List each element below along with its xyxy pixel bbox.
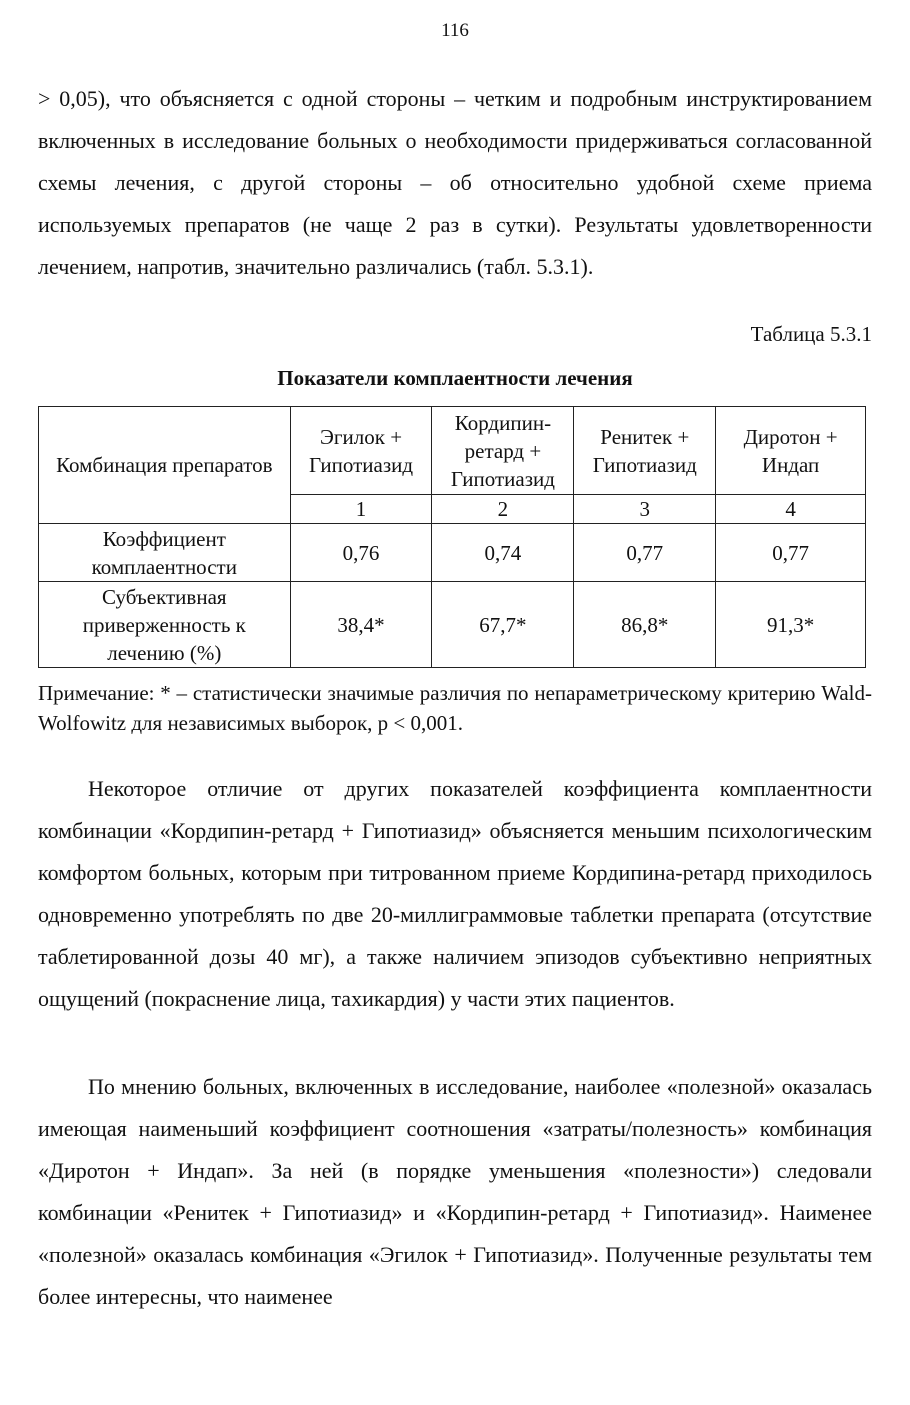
header-col-1: Эгилок + Гипотиазид — [290, 407, 432, 495]
row-label: Коэффициент комплаентности — [39, 524, 291, 582]
table-cell: 91,3* — [716, 582, 866, 668]
paragraph-intro: > 0,05), что объясняется с одной стороны – четким и подробным инструктированием включенных в исследование больных о необходимости придерживаться согласованной схемы лечения, с другой стороны – об относительно удобной схеме приема используемых препаратов (не чаще 2 раз в сутки). Результаты удовлетворенности лечением, напротив, значительно различались (табл. 5.3.1). — [38, 86, 872, 279]
table-cell: 67,7* — [432, 582, 574, 668]
header-col-3: Ренитек + Гипотиазид — [574, 407, 716, 495]
table-cell: 0,77 — [716, 524, 866, 582]
col-number-3: 3 — [574, 495, 716, 524]
table-header-row — [39, 407, 866, 495]
table-row — [39, 582, 866, 668]
table-cell: 38,4* — [290, 582, 432, 668]
paragraph-cordipin: Некоторое отличие от других показателей коэффициента комплаентности комбинации «Кордипин-ретард + Гипотиазид» объясняется меньшим психологическим комфортом больных, которым при титрованном приеме Кордипина-ретард приходилось одновременно употреблять по две 20-миллиграммовые таблетки препарата (отсутствие таблетированной дозы 40 мг), а также наличием эпизодов субъективно неприятных ощущений (покраснение лица, тахикардия) у части этих пациентов. — [38, 776, 872, 1011]
table-cell: 0,76 — [290, 524, 432, 582]
page-number: 116 — [441, 20, 469, 41]
table-note: Примечание: * – статистически значимые различия по непараметрическому критерию Wald-Wolfowitz для независимых выборок, p < 0,001. — [38, 681, 872, 735]
table-title: Показатели комплаентности лечения — [277, 366, 633, 390]
table-row — [39, 524, 866, 582]
header-col-2: Кордипин-ретард + Гипотиазид — [432, 407, 574, 495]
col-number-4: 4 — [716, 495, 866, 524]
table-cell: 86,8* — [574, 582, 716, 668]
header-col-4: Диротон + Индап — [716, 407, 866, 495]
header-row-label: Комбинация препаратов — [39, 407, 291, 524]
row-label: Субъективная приверженность к лечению (%) — [39, 582, 291, 668]
compliance-table — [38, 406, 866, 668]
table-label: Таблица 5.3.1 — [750, 322, 872, 346]
table-cell: 0,74 — [432, 524, 574, 582]
table-cell: 0,77 — [574, 524, 716, 582]
paragraph-usefulness: По мнению больных, включенных в исследование, наиболее «полезной» оказалась имеющая наименьший коэффициент соотношения «затраты/полезность» комбинация «Диротон + Индап». За ней (в порядке уменьшения «полезности») следовали комбинации «Ренитек + Гипотиазид» и «Кордипин-ретард + Гипотиазид». Наименее «полезной» оказалась комбинация «Эгилок + Гипотиазид». Полученные результаты тем более интересны, что наименее — [38, 1074, 872, 1309]
col-number-2: 2 — [432, 495, 574, 524]
col-number-1: 1 — [290, 495, 432, 524]
